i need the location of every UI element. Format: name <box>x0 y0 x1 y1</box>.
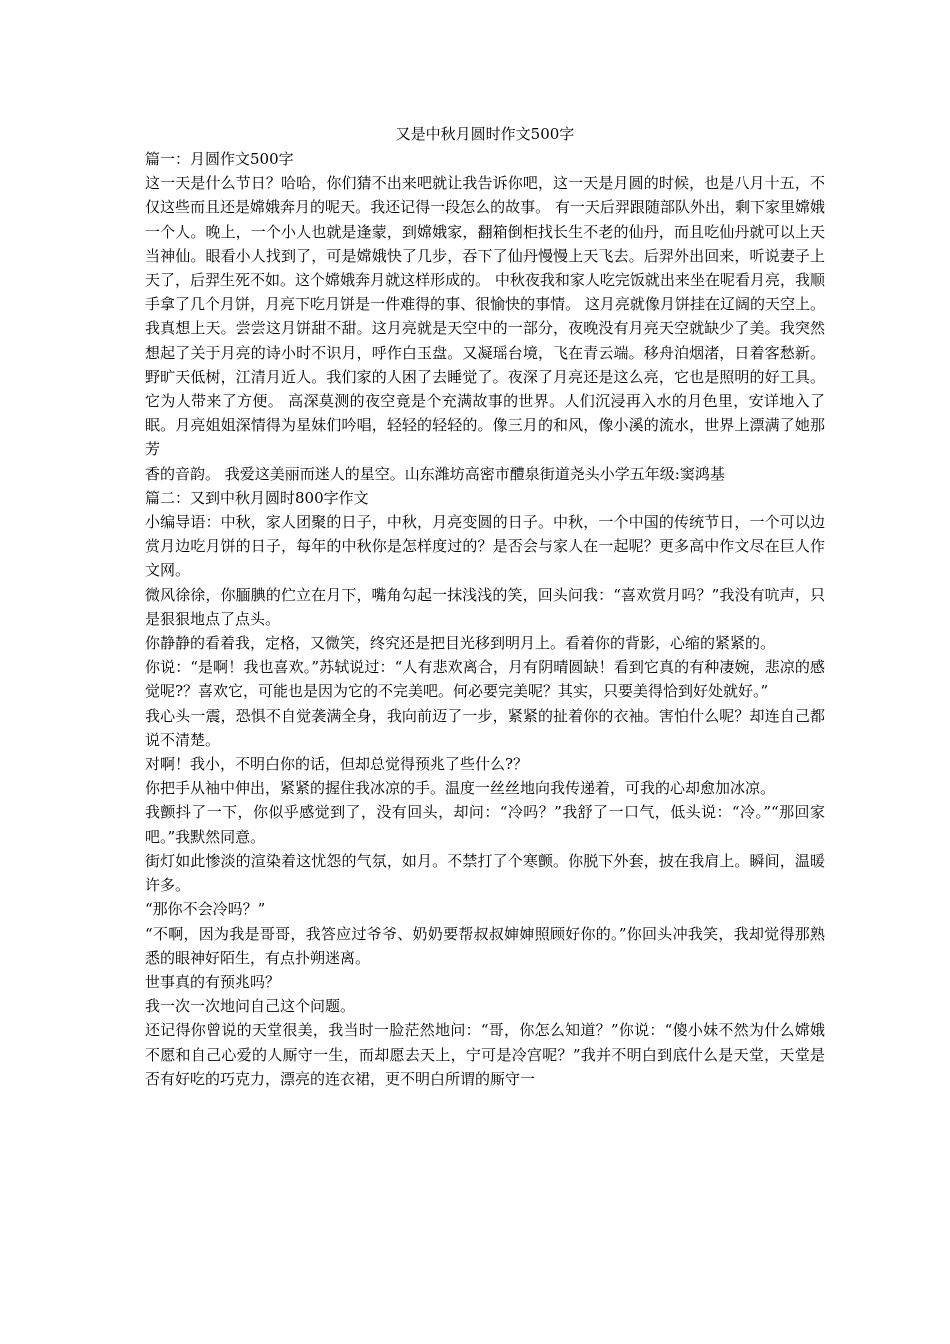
paragraph: 你说：“是啊！我也喜欢。”苏轼说过：“人有悲欢离合，月有阴晴圆缺！看到它真的有种凄婉，悲凉的感觉呢?？喜欢它，可能也是因为它的不完美吧。何必要完美呢？其实，只要美得恰到好处就好。” <box>145 658 825 701</box>
paragraph: 你静静的看着我，定格，又微笑，终究还是把目光移到明月上。看着你的背影，心缩的紧紧的。 <box>145 634 776 653</box>
paragraph: 小编导语：中秋，家人团聚的日子，中秋，月亮变圆的日子。中秋，一个中国的传统节日，一个可以边赏月边吃月饼的日子，每年的中秋你是怎样度过的？是否会与家人在一起呢？更多高中作文尽在巨人作文网。 <box>145 513 825 580</box>
paragraph: 对啊！我小，不明白你的话，但却总觉得预兆了些什么?？ <box>145 755 529 774</box>
paragraph: 香的音韵。 我爱这美丽而迷人的星空。山东潍坊高密市醴泉街道尧头小学五年级:窦鸿基 <box>145 464 725 483</box>
paragraph: 街灯如此惨淡的渲染着这忧怨的气氛，如月。不禁打了个寒颤。你脱下外套，披在我肩上。瞬间，温暖许多。 <box>145 851 825 895</box>
section-heading-1: 篇一：月圆作文500字 <box>145 150 294 168</box>
document-body <box>145 147 825 1091</box>
paragraph: 我一次一次地问自己这个问题。 <box>145 997 356 1016</box>
paragraph: 这一天是什么节日？哈哈，你们猜不出来吧就让我告诉你吧，这一天是月圆的时候，也是八月十五，不仅这些而且还是嫦娥奔月的呢天。我还记得一段怎么的故事。 有一天后羿跟随部队外出，剩下家里嫦娥一个人。晚上，一个小人也就是逢蒙，到嫦娥家，翻箱倒柜找长生不老的仙丹，而且吃仙丹就可以上天当神仙。眼看小人找到了，可是嫦娥快了几步，吞下了仙丹慢慢上天飞去。后羿外出回来，听说妻子上天了，后羿生死不如。这个嫦娥奔月就这样形成的。 中秋夜我和家人吃完饭就出来坐在呢看月亮，我顺手拿了几个月饼，月亮下吃月饼是一件难得的事、很愉快的事情。 这月亮就像月饼挂在辽阔的天空上。我真想上天。尝尝这月饼甜不甜。这月亮就是天空中的一部分，夜晚没有月亮天空就缺少了美。我突然想起了关于月亮的诗小时不识月，呼作白玉盘。又凝瑶台境，飞在青云端。移舟泊烟渚，日着客愁新。野旷天低树，江清月近人。我们家的人困了去睡觉了。夜深了月亮还是这么亮，它也是照明的好工具。它为人带来了方便。 高深莫测的夜空竟是个充满故事的世界。人们沉浸再入水的月色里，安详地入了眠。月亮姐姐深情得为星妹们吟唱，轻轻的轻轻的。像三月的和风，像小溪的流水，世界上漂满了她那芳 <box>145 174 825 459</box>
paragraph: 我颤抖了一下，你似乎感觉到了，没有回头，却问：“冷吗？”我舒了一口气，低头说：“冷。”“那回家吧。”我默然同意。 <box>145 803 825 846</box>
paragraph: 世事真的有预兆吗？ <box>145 972 281 991</box>
paragraph: 我心头一震，恐惧不自觉袭满全身，我向前迈了一步，紧紧的扯着你的衣袖。害怕什么呢？却连自己都说不清楚。 <box>145 706 825 749</box>
document-page <box>145 122 825 1091</box>
paragraph: “那你不会冷吗？” <box>145 900 266 919</box>
document-title: 又是中秋月圆时作文500字 <box>395 125 575 143</box>
paragraph: 你把手从袖中伸出，紧紧的握住我冰凉的手。温度一丝丝地向我传递着，可我的心却愈加冰凉。 <box>145 779 776 798</box>
paragraph: 还记得你曾说的天堂很美，我当时一脸茫然地问：“哥，你怎么知道？”你说：“傻小妹不然为什么嫦娥不愿和自己心爱的人厮守一生，而却愿去天上，宁可是冷宫呢？”我并不明白到底什么是天堂，天堂是否有好吃的巧克力，漂亮的连衣裙，更不明白所谓的厮守一 <box>145 1021 825 1088</box>
paragraph: “不啊，因为我是哥哥，我答应过爷爷、奶奶要帮叔叔婶婶照顾好你的。”你回头冲我笑，我却觉得那熟悉的眼神好陌生，有点扑朔迷离。 <box>145 924 825 967</box>
paragraph: 微风徐徐，你腼腆的伫立在月下，嘴角勾起一抹浅浅的笑，回头问我：“喜欢赏月吗？”我没有吭声，只是狠狠地点了点头。 <box>145 585 825 628</box>
section-heading-2: 篇二：又到中秋月圆时800字作文 <box>145 488 369 507</box>
